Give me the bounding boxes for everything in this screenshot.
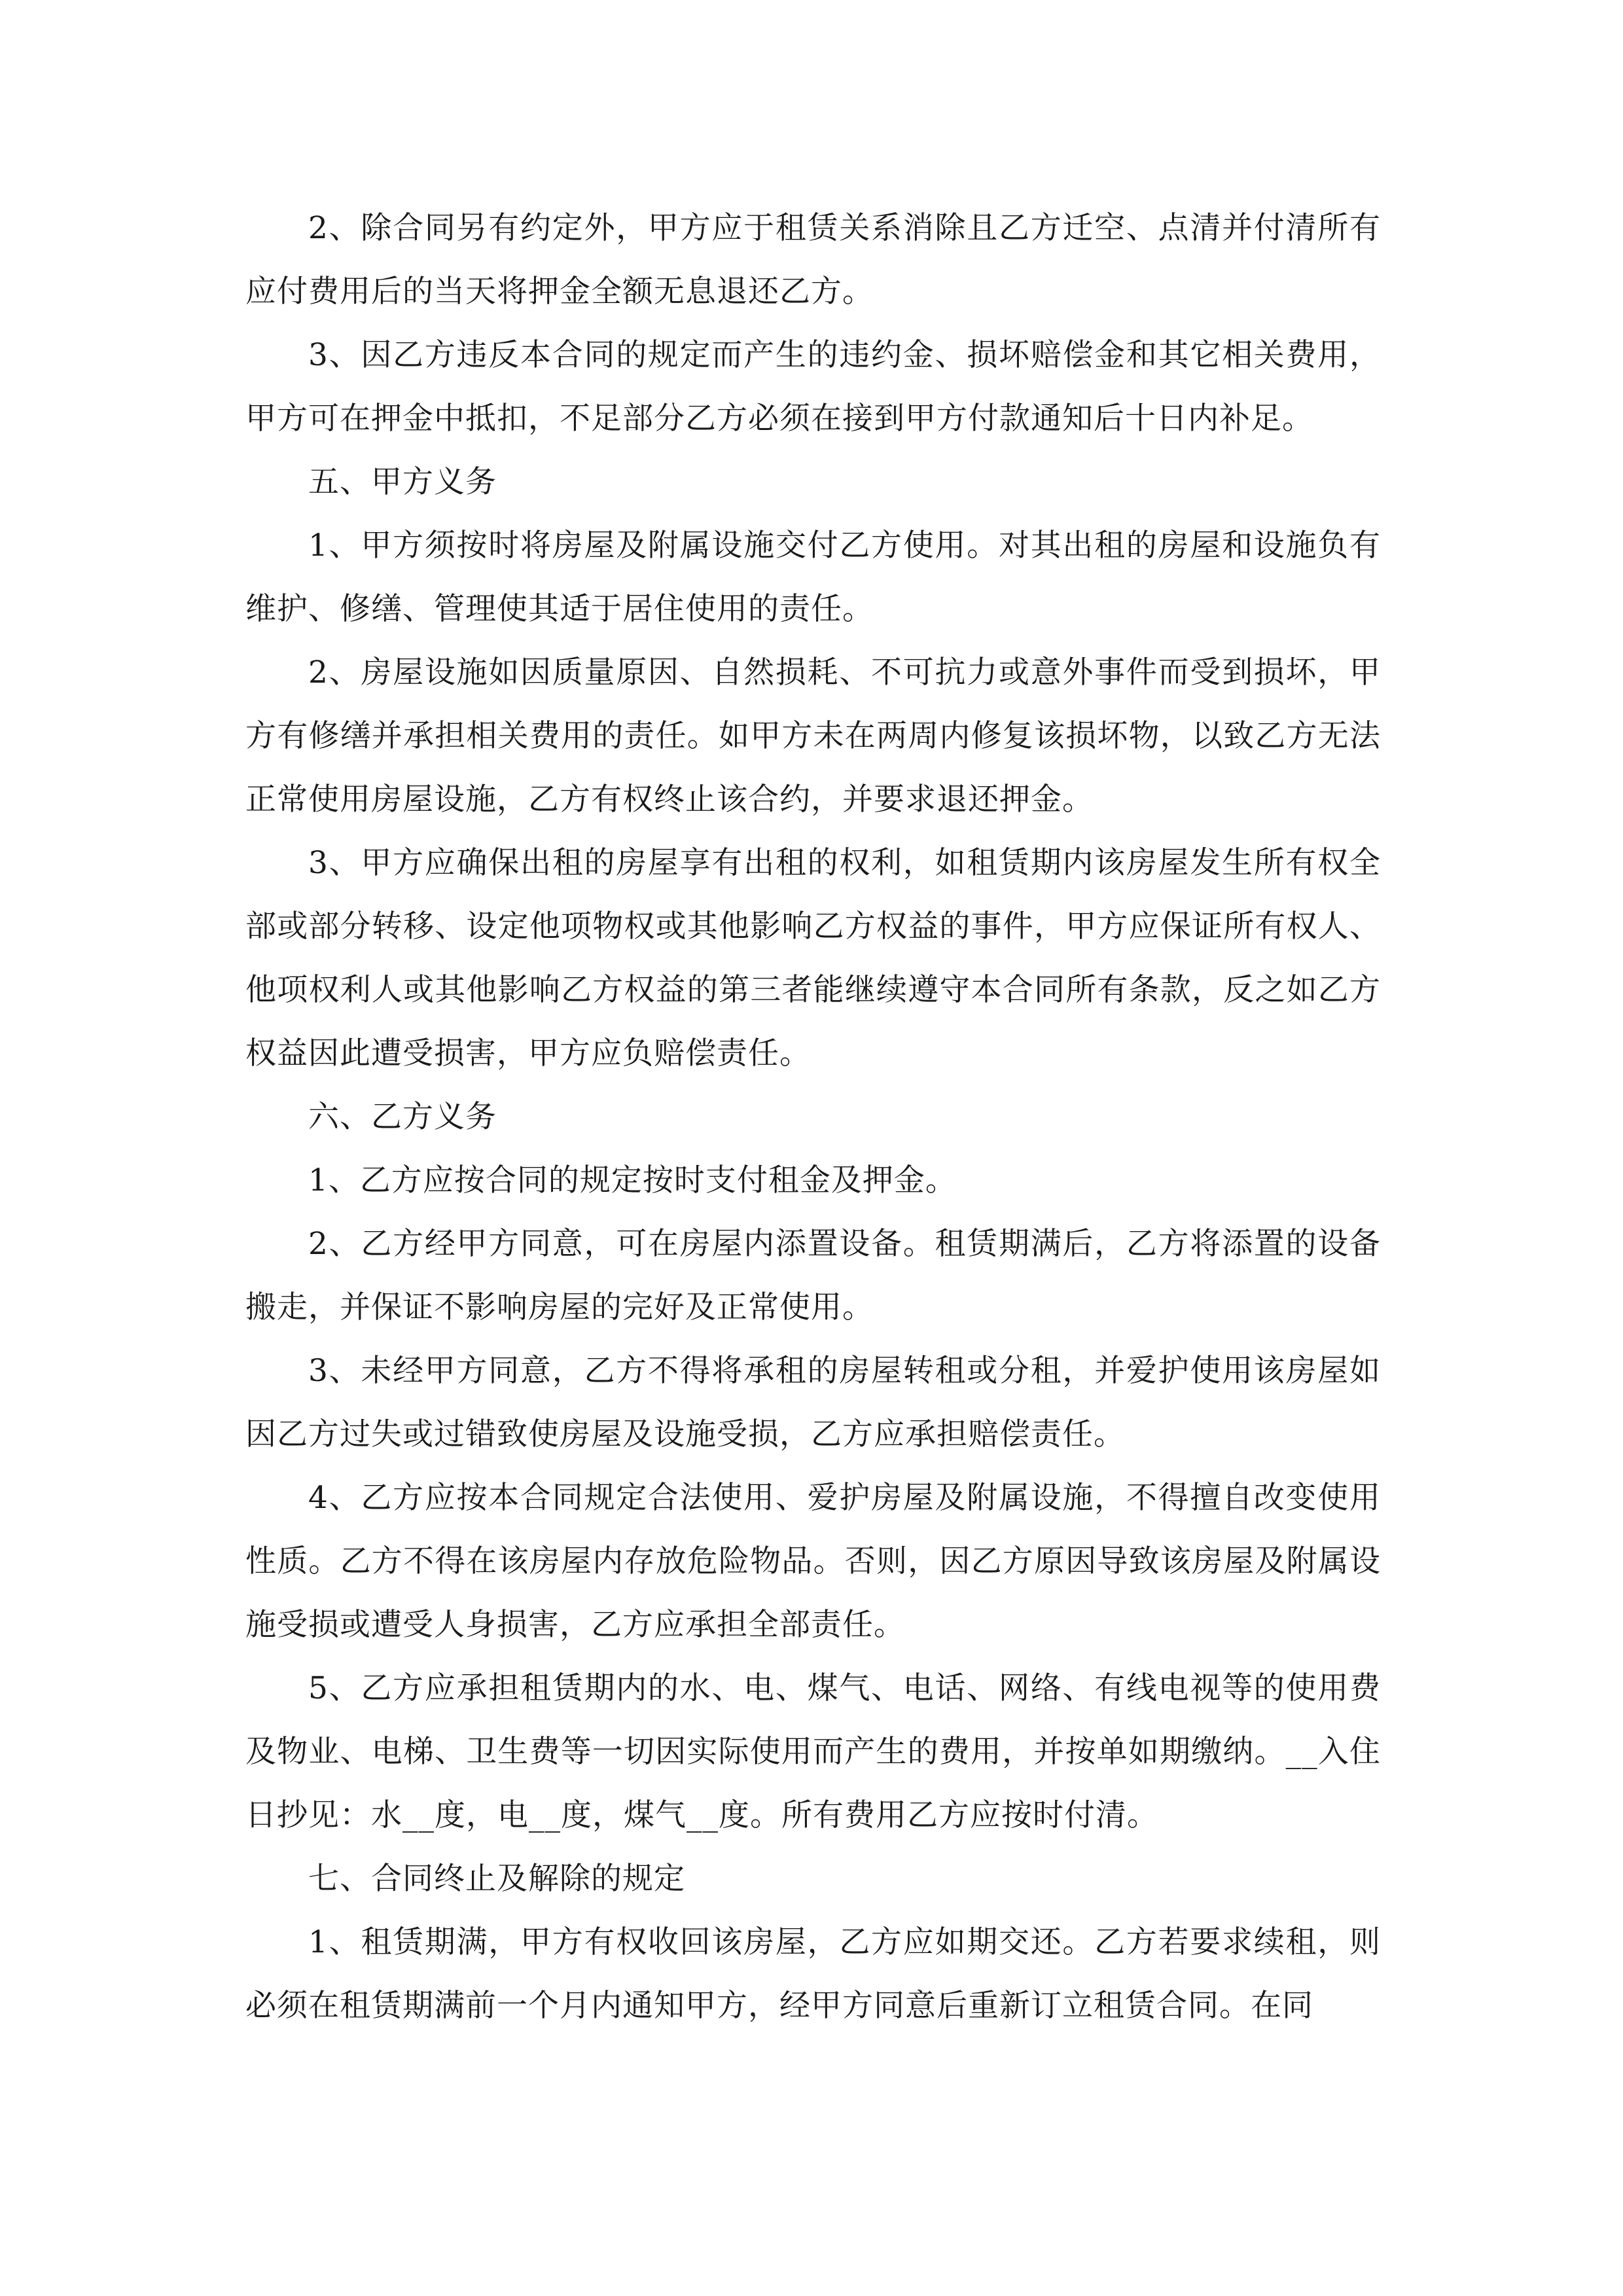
paragraph-deposit-deduction: 3、因乙方违反本合同的规定而产生的违约金、损坏赔偿金和其它相关费用，甲方可在押金中抵扣，不足部分乙方必须在接到甲方付款通知后十日内补足。	[245, 337, 1381, 437]
paragraph-b-obligation-2: 2、乙方经甲方同意，可在房屋内添置设备。租赁期满后，乙方将添置的设备搬走，并保证不影响房屋的完好及正常使用。	[245, 1226, 1381, 1325]
document-body	[245, 196, 1381, 2037]
paragraph-b-obligation-1: 1、乙方应按合同的规定按时支付租金及押金。	[308, 1162, 957, 1198]
paragraph-termination-1: 1、租赁期满，甲方有权收回该房屋，乙方应如期交还。乙方若要求续租，则必须在租赁期满前一个月内通知甲方，经甲方同意后重新订立租赁合同。在同	[245, 1924, 1381, 2024]
paragraph-a-obligation-2: 2、房屋设施如因质量原因、自然损耗、不可抗力或意外事件而受到损坏，甲方有修缮并承担相关费用的责任。如甲方未在两周内修复该损坏物，以致乙方无法正常使用房屋设施，乙方有权终止该合约，并要求退还押金。	[245, 655, 1381, 817]
paragraph-b-obligation-5: 5、乙方应承担租赁期内的水、电、煤气、电话、网络、有线电视等的使用费及物业、电梯、卫生费等一切因实际使用而产生的费用，并按单如期缴纳。__入住日抄见：水__度，电__度，煤气__度。所有费用乙方应按时付清。	[245, 1670, 1381, 1833]
paragraph-a-obligation-1: 1、甲方须按时将房屋及附属设施交付乙方使用。对其出租的房屋和设施负有维护、修缮、管理使其适于居住使用的责任。	[245, 528, 1381, 627]
paragraph-deposit-refund: 2、除合同另有约定外，甲方应于租赁关系消除且乙方迁空、点清并付清所有应付费用后的当天将押金全额无息退还乙方。	[245, 210, 1381, 310]
paragraph-b-obligation-3: 3、未经甲方同意，乙方不得将承租的房屋转租或分租，并爱护使用该房屋如因乙方过失或过错致使房屋及设施受损，乙方应承担赔偿责任。	[245, 1353, 1381, 1452]
section-heading-party-a-obligations: 五、甲方义务	[308, 464, 497, 500]
paragraph-b-obligation-4: 4、乙方应按本合同规定合法使用、爱护房屋及附属设施，不得擅自改变使用性质。乙方不得在该房屋内存放危险物品。否则，因乙方原因导致该房屋及附属设施受损或遭受人身损害，乙方应承担全部责任。	[245, 1480, 1381, 1643]
paragraph-a-obligation-3: 3、甲方应确保出租的房屋享有出租的权利，如租赁期内该房屋发生所有权全部或部分转移、设定他项物权或其他影响乙方权益的事件，甲方应保证所有权人、他项权利人或其他影响乙方权益的第三者能继续遵守本合同所有条款，反之如乙方权益因此遭受损害，甲方应负赔偿责任。	[245, 845, 1381, 1071]
section-heading-party-b-obligations: 六、乙方义务	[308, 1099, 497, 1135]
section-heading-termination: 七、合同终止及解除的规定	[308, 1861, 685, 1897]
